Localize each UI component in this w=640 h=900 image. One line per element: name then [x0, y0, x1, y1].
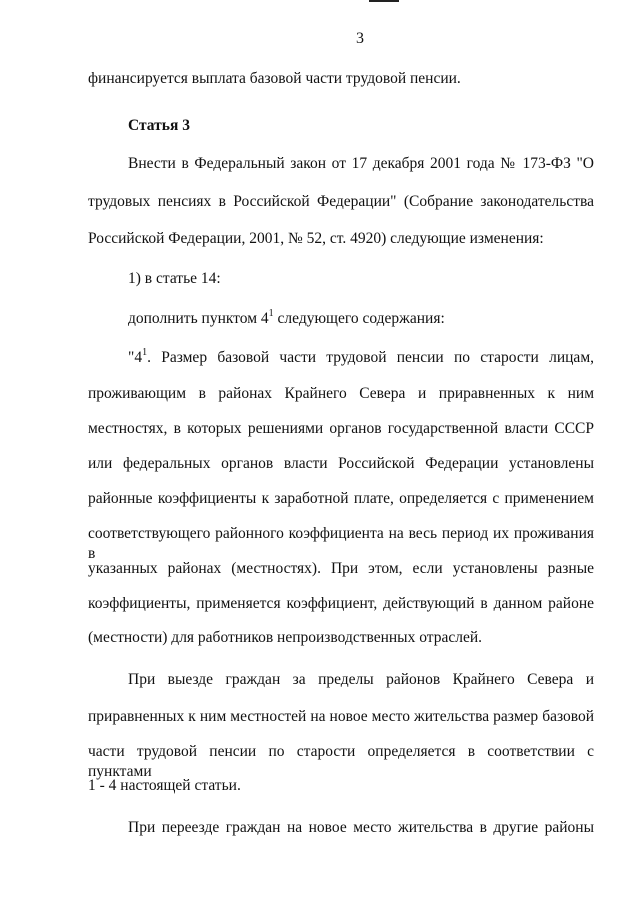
point-number: "4: [128, 349, 143, 366]
point-text-line: коэффициенты, применяется коэффициент, действующий в данном районе: [88, 595, 594, 612]
point-text-line: проживающим в районах Крайнего Севера и приравненных к ним: [88, 385, 594, 402]
point-text-line: (местности) для работников непроизводственных отраслей.: [88, 629, 483, 646]
page-number: 3: [356, 30, 364, 47]
add-point-text-rest: следующего содержания:: [273, 310, 445, 327]
add-point-text: дополнить пунктом 4: [128, 310, 269, 327]
paragraph-2-line: приравненных к ним местностей на новое место жительства размер базовой: [88, 708, 594, 725]
intro-line: Внести в Федеральный закон от 17 декабря 2001 года № 173-ФЗ "О: [128, 155, 594, 172]
intro-line: трудовых пенсиях в Российской Федерации" (Собрание законодательства: [88, 193, 594, 210]
footnote-superscript: 1: [268, 308, 274, 319]
add-point-line: [128, 309, 445, 329]
intro-line: Российской Федерации, 2001, № 52, ст. 4920) следующие изменения:: [88, 230, 544, 247]
continuation-line: финансируется выплата базовой части трудовой пенсии.: [88, 70, 461, 87]
point-text-first-line: . Размер базовой части трудовой пенсии по старости лицам,: [147, 349, 594, 366]
paragraph-3-line: При переезде граждан на новое место жительства в другие районы: [128, 819, 594, 836]
point-text-line: соответствующего районного коэффициента на весь период их проживания в: [88, 525, 594, 562]
point-text-line: указанных районах (местностях). При этом, если установлены разные: [88, 560, 594, 577]
article-heading: Статья 3: [128, 117, 190, 134]
paragraph-2-line: части трудовой пенсии по старости определяется в соответствии с пунктами: [88, 743, 594, 780]
point-text-line: [128, 348, 594, 368]
item-1-line: 1) в статье 14:: [128, 270, 221, 287]
point-text-line: местностях, в которых решениями органов государственной власти СССР: [88, 420, 594, 437]
point-text-line: районные коэффициенты к заработной плате, определяется с применением: [88, 490, 594, 507]
paragraph-2-line: 1 - 4 настоящей статьи.: [88, 777, 241, 794]
point-superscript: 1: [142, 347, 148, 358]
paragraph-2-line: При выезде граждан за пределы районов Крайнего Севера и: [128, 671, 594, 688]
page-top-mark: [369, 0, 399, 2]
point-text-line: или федеральных органов власти Российской Федерации установлены: [88, 455, 594, 472]
